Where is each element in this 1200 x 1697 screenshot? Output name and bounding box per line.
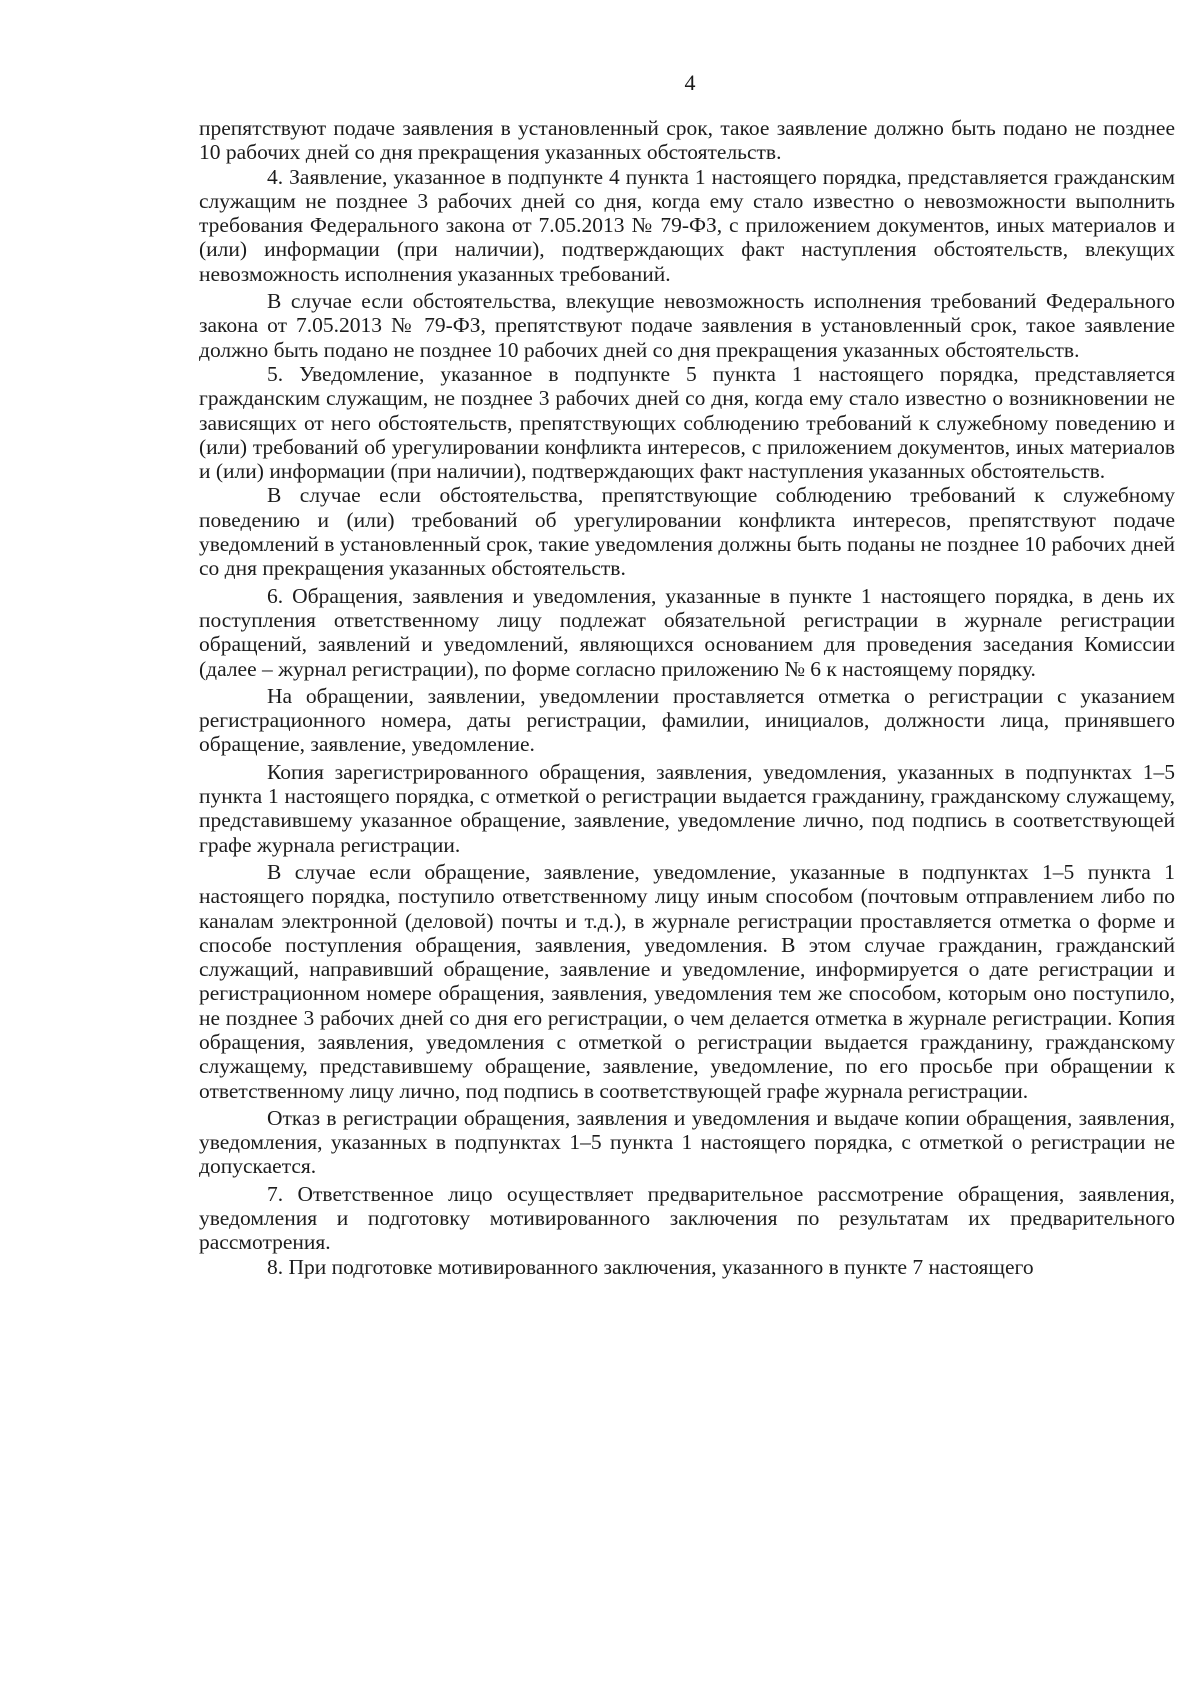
paragraph-other-delivery: В случае если обращение, заявление, уведомление, указанные в подпунктах 1–5 пункта 1 настоящего порядка, поступило ответственному лицу иным способом (почтовым отправлением либо по каналам электронной (деловой) почты и т.д.), в журнале регистрации проставляется отметка о форме и способе поступления обращения, заявления, уведомления. В этом случае гражданин, гражданский служащий, направивший обращение, заявление и уведомление, информируется о дате регистрации и регистрационном номере обращения, заявления, уведомления тем же способом, которым оно поступило, не позднее 3 рабочих дней со дня его регистрации, о чем делается отметка в журнале регистрации. Копия обращения, заявления, уведомления с отметкой о регистрации выдается гражданину, гражданскому служащему, представившему обращение, заявление, уведомление, по его просьбе при обращении к ответственному лицу лично, под подпись в соответствующей графе журнала регистрации. — [199, 859, 1175, 1103]
paragraph-item-4: 4. Заявление, указанное в подпункте 4 пункта 1 настоящего порядка, представляется гражданским служащим не позднее 3 рабочих дней со дня, когда ему стало известно о невозможности выполнить требования Федерального закона от 7.05.2013 № 79-ФЗ, с приложением документов, иных материалов и (или) информации (при наличии), подтверждающих факт наступления обстоятельств, влекущих невозможность исполнения указанных требований. — [199, 164, 1175, 286]
paragraph-item-7: 7. Ответственное лицо осуществляет предварительное рассмотрение обращения, заявления, уведомления и подготовку мотивированного заключения по результатам их предварительного рассмотрения. — [199, 1181, 1175, 1255]
paragraph-item-5: 5. Уведомление, указанное в подпункте 5 пункта 1 настоящего порядка, представляется гражданским служащим, не позднее 3 рабочих дней со дня, когда ему стало известно о возникновении не зависящих от него обстоятельств, препятствующих соблюдению требований к служебному поведению и (или) требований об урегулировании конфликта интересов, с приложением документов, иных материалов и (или) информации (при наличии), подтверждающих факт наступления указанных обстоятельств. — [199, 361, 1175, 484]
paragraph-registered-copy: Копия зарегистрированного обращения, заявления, уведомления, указанных в подпунктах 1–5 пункта 1 настоящего порядка, с отметкой о регистрации выдается гражданину, гражданскому служащему, представившему указанное обращение, заявление, уведомление лично, под подпись в соответствующей графе журнала регистрации. — [199, 759, 1175, 857]
paragraph-item-4-note: В случае если обстоятельства, влекущие невозможность исполнения требований Федерального закона от 7.05.2013 № 79-ФЗ, препятствуют подаче заявления в установленный срок, такое заявление должно быть подано не позднее 10 рабочих дней со дня прекращения указанных обстоятельств. — [199, 289, 1175, 362]
page-number: 4 — [684, 70, 696, 95]
document-body — [199, 116, 1175, 1279]
paragraph-continuation: препятствуют подаче заявления в установленный срок, такое заявление должно быть подано не позднее 10 рабочих дней со дня прекращения указанных обстоятельств. — [199, 116, 1175, 165]
paragraph-registration-mark: На обращении, заявлении, уведомлении проставляется отметка о регистрации с указанием регистрационного номера, даты регистрации, фамилии, инициалов, должности лица, принявшего обращение, заявление, уведомление. — [199, 683, 1175, 757]
paragraph-refusal-prohibited: Отказ в регистрации обращения, заявления и уведомления и выдаче копии обращения, заявления, уведомления, указанных в подпунктах 1–5 пункта 1 настоящего порядка, с отметкой о регистрации не допускается. — [199, 1105, 1175, 1179]
paragraph-item-5-note: В случае если обстоятельства, препятствующие соблюдению требований к служебному поведению и (или) требований об урегулировании конфликта интересов, препятствуют подаче уведомлений в установленный срок, такие уведомления должны быть поданы не позднее 10 рабочих дней со дня прекращения указанных обстоятельств. — [199, 483, 1175, 581]
paragraph-item-6: 6. Обращения, заявления и уведомления, указанные в пункте 1 настоящего порядка, в день их поступления ответственному лицу подлежат обязательной регистрации в журнале регистрации обращений, заявлений и уведомлений, являющихся основанием для проведения заседания Комиссии (далее – журнал регистрации), по форме согласно приложению № 6 к настоящему порядку. — [199, 583, 1175, 681]
paragraph-item-8: 8. При подготовке мотивированного заключения, указанного в пункте 7 настоящего — [267, 1254, 1034, 1279]
